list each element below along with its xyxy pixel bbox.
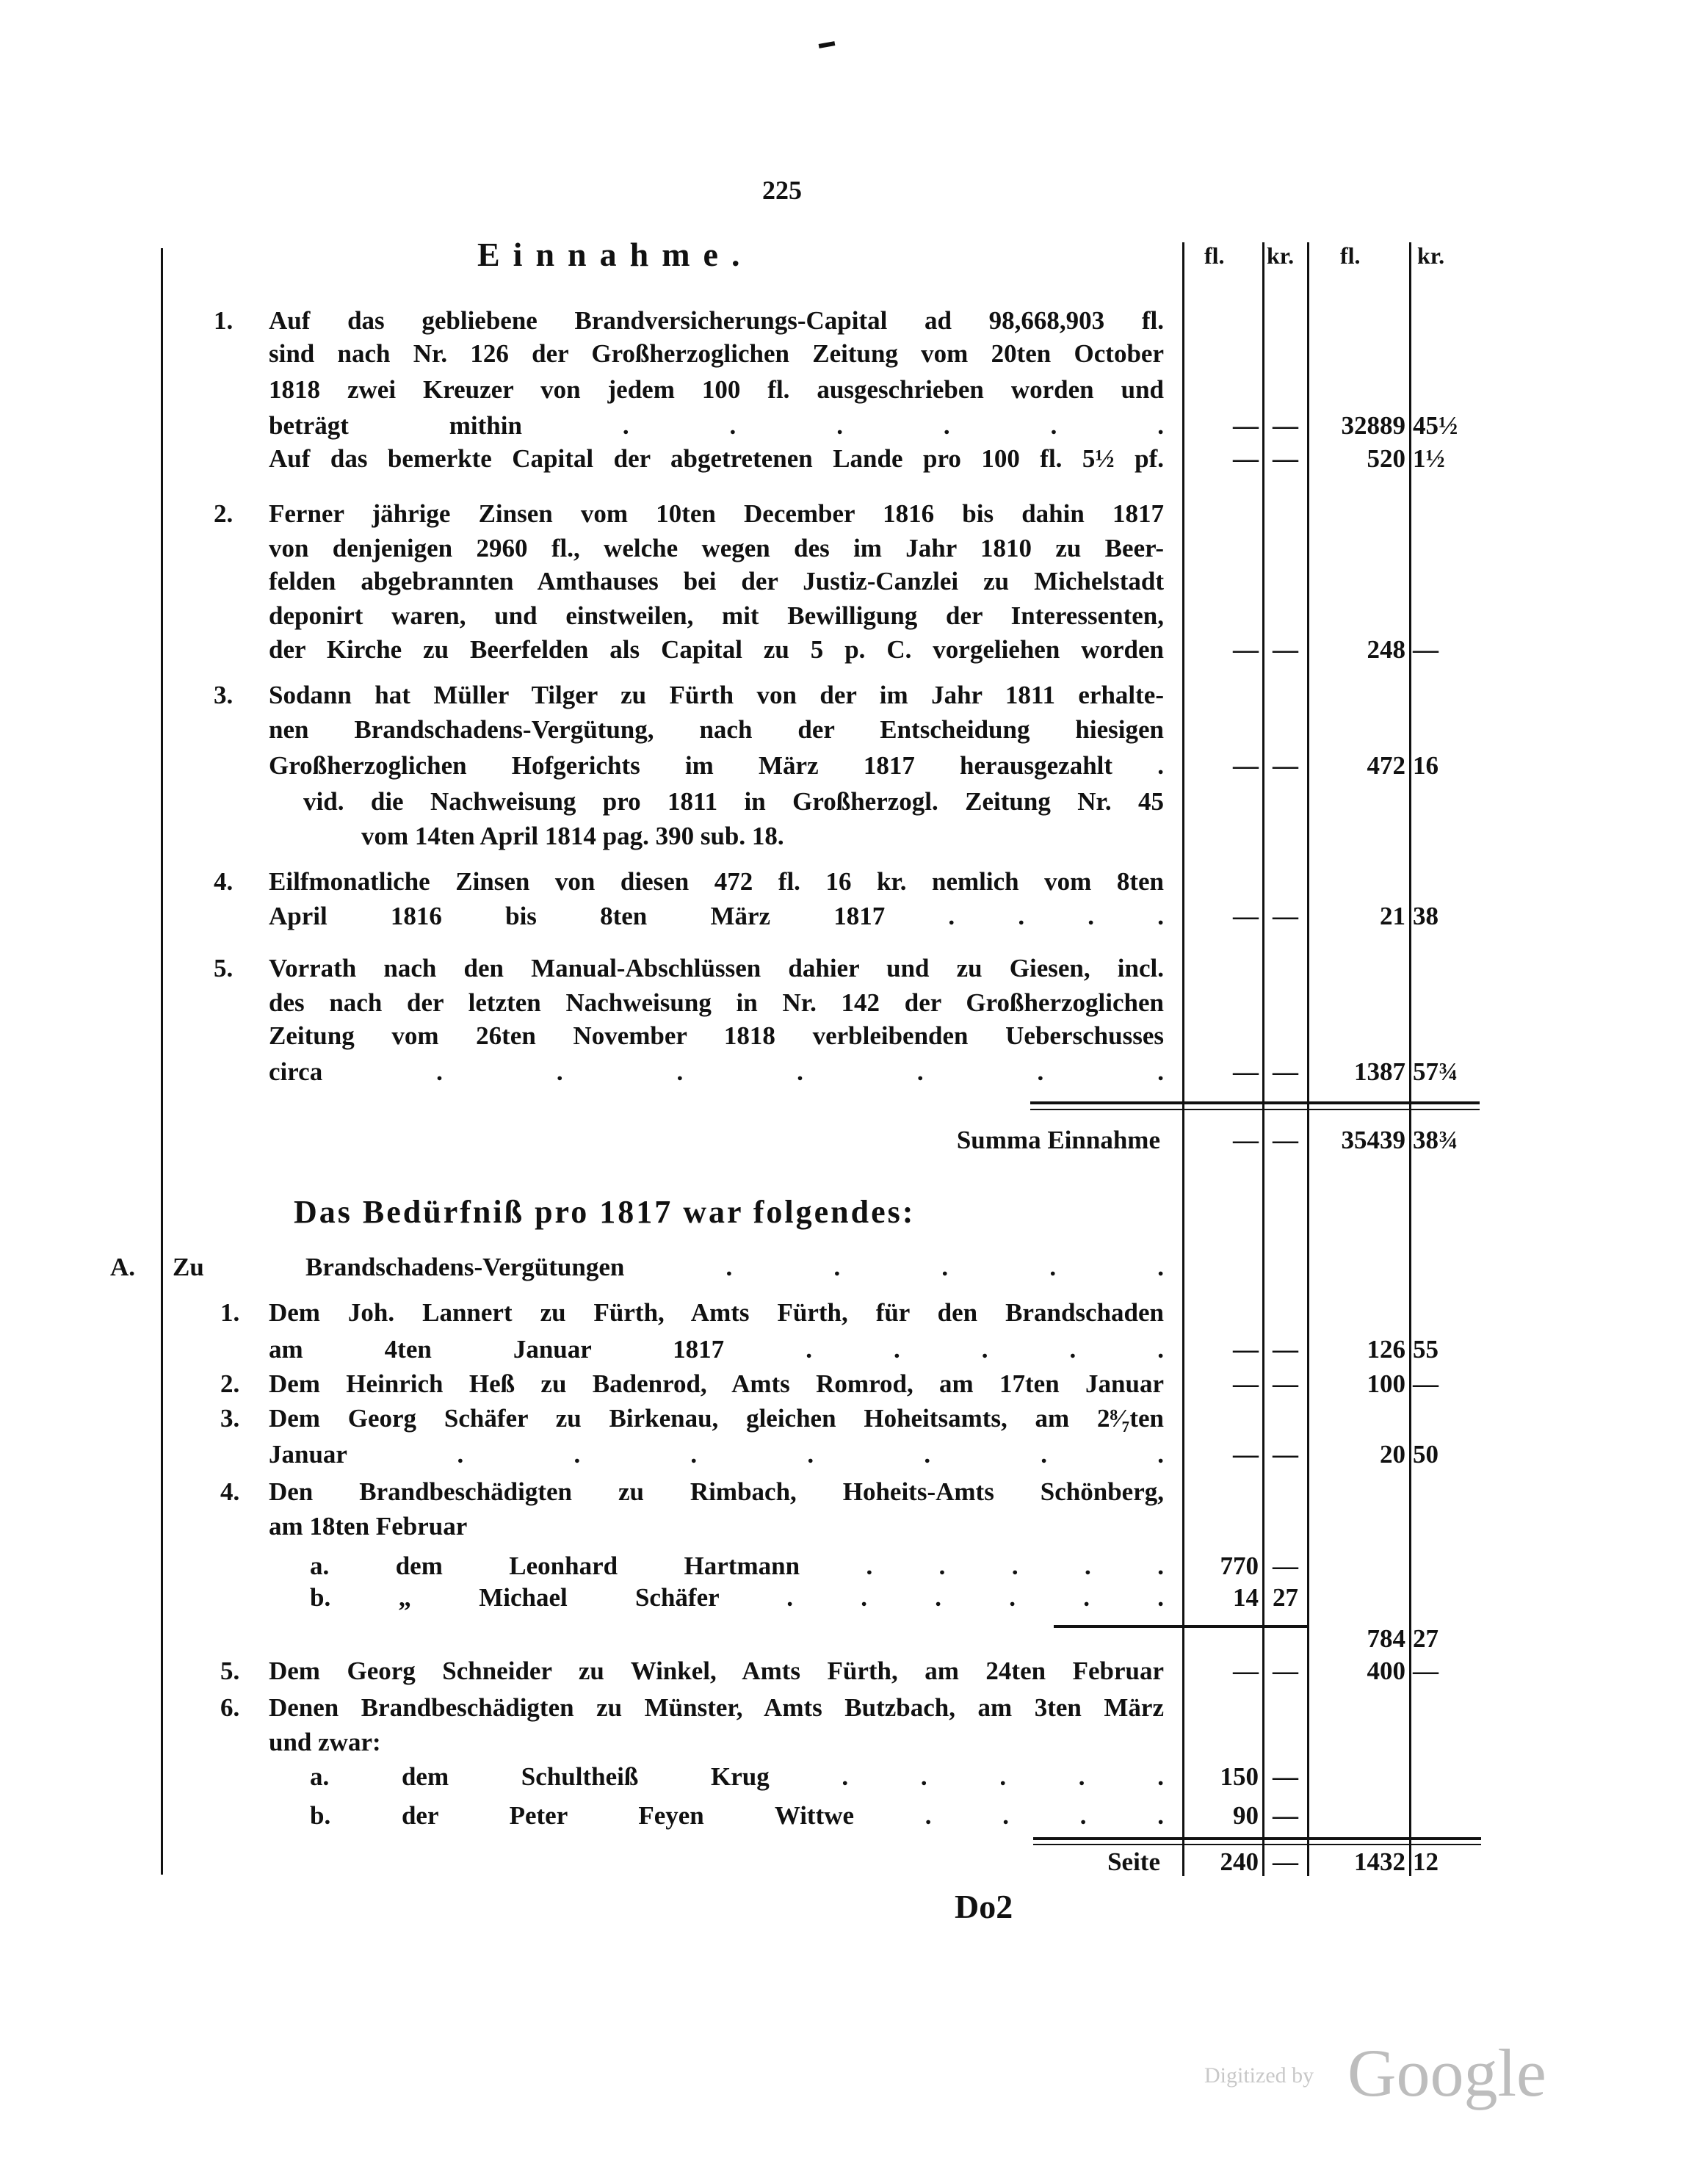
amount-kr-1: — (1273, 1801, 1298, 1830)
beduerfnis-title: Das Bedürfniß pro 1817 war folgendes: (294, 1194, 916, 1230)
amount-kr-1: — (1273, 1369, 1298, 1398)
amount-fl-1: — (1233, 1657, 1259, 1685)
amount-kr-1: — (1273, 1762, 1298, 1791)
item-number: 2. (220, 1369, 240, 1398)
item-text: Dem Joh. Lannert zu Fürth, Amts Fürth, für den Brandschaden (269, 1298, 1164, 1327)
amount-kr-2: 38 (1413, 902, 1439, 930)
amount-fl-1: — (1233, 751, 1259, 780)
item-text: sind nach Nr. 126 der Großherzoglichen Zeitung vom 20ten October (269, 339, 1164, 368)
amount-kr-2: — (1413, 1657, 1439, 1685)
item-text: b. „ Michael Schäfer . . . . . . (310, 1583, 1164, 1612)
amount-fl-2: 126 (1367, 1335, 1405, 1364)
item-text: am 18ten Februar (269, 1512, 468, 1541)
amount-kr-1: — (1273, 635, 1298, 664)
item-text: Dem Georg Schäfer zu Birkenau, gleichen Hoheitsamts, am 2⁸⁄₇ten (269, 1404, 1164, 1433)
amount-kr-2: 45½ (1413, 411, 1458, 440)
amount-fl-1: 240 (1220, 1847, 1259, 1876)
amount-kr-2: 27 (1413, 1624, 1439, 1653)
item-text: Dem Georg Schneider zu Winkel, Amts Fürth, am 24ten Februar (269, 1657, 1164, 1685)
amount-kr-1: — (1273, 1657, 1298, 1685)
column-header-fl-1: fl. (1204, 242, 1225, 269)
amount-fl-2: 32889 (1341, 411, 1405, 440)
subtotal-rule (1054, 1625, 1307, 1628)
item-number: 2. (214, 499, 234, 528)
amount-kr-1: — (1273, 411, 1298, 440)
total-label: Seite (1107, 1847, 1160, 1876)
amount-fl-2: 1432 (1354, 1847, 1405, 1876)
item-text: Zu Brandschadens-Vergütungen . . . . . (173, 1253, 1164, 1281)
column-header-kr-2: kr. (1417, 242, 1445, 269)
item-number: 4. (214, 867, 234, 896)
amount-fl-1: — (1233, 1440, 1259, 1469)
item-text: Vorrath nach den Manual-Abschlüssen dahier und zu Giesen, incl. (269, 954, 1164, 982)
amount-fl-2: 784 (1367, 1624, 1405, 1653)
item-text: a. dem Schultheiß Krug . . . . . (310, 1762, 1164, 1791)
amount-fl-1: 90 (1233, 1801, 1259, 1830)
amount-kr-1: — (1273, 1552, 1298, 1580)
total-label: Summa Einnahme (956, 1126, 1160, 1154)
double-rule (1030, 1101, 1480, 1104)
item-text: vid. die Nachweisung pro 1811 in Großherzogl. Zeitung Nr. 45 (303, 787, 1164, 816)
amount-fl-1: — (1233, 1369, 1259, 1398)
amount-fl-2: 248 (1367, 635, 1405, 664)
amount-kr-2: 12 (1413, 1847, 1439, 1876)
watermark-prefix: Digitized by (1204, 2063, 1314, 2088)
item-text: von denjenigen 2960 fl., welche wegen des im Jahr 1810 zu Beer- (269, 534, 1164, 562)
item-text: 1818 zwei Kreuzer von jedem 100 fl. ausgeschrieben worden und (269, 375, 1164, 404)
amount-fl-2: 100 (1367, 1369, 1405, 1398)
item-number: A. (110, 1253, 136, 1281)
page-number: 225 (762, 175, 802, 205)
amount-kr-2: 50 (1413, 1440, 1439, 1469)
item-text: Ferner jährige Zinsen vom 10ten December 1816 bis dahin 1817 (269, 499, 1164, 528)
item-text: Sodann hat Müller Tilger zu Fürth von der im Jahr 1811 erhalte- (269, 681, 1164, 709)
column-divider (1409, 242, 1411, 1876)
amount-fl-1: — (1233, 902, 1259, 930)
item-number: 4. (220, 1477, 240, 1506)
item-text: a. dem Leonhard Hartmann . . . . . (310, 1552, 1164, 1580)
item-number: 1. (214, 306, 234, 335)
amount-kr-1: — (1273, 1847, 1298, 1876)
amount-kr-2: 16 (1413, 751, 1439, 780)
amount-fl-1: 150 (1220, 1762, 1259, 1791)
item-text: Auf das bemerkte Capital der abgetretenen Lande pro 100 fl. 5½ pf. (269, 444, 1164, 473)
double-rule (1030, 1109, 1480, 1110)
ink-mark (819, 41, 836, 48)
amount-fl-1: 14 (1233, 1583, 1259, 1612)
amount-kr-1: — (1273, 1440, 1298, 1469)
amount-kr-1: — (1273, 1057, 1298, 1086)
item-text: Auf das gebliebene Brandversicherungs-Capital ad 98,668,903 fl. (269, 306, 1164, 335)
item-text: der Kirche zu Beerfelden als Capital zu 5 p. C. vorgeliehen worden (269, 635, 1164, 664)
amount-fl-2: 472 (1367, 751, 1405, 780)
item-number: 6. (220, 1693, 240, 1722)
item-text: April 1816 bis 8ten März 1817 . . . . (269, 902, 1164, 930)
item-text: felden abgebrannten Amthauses bei der Justiz-Canzlei zu Michelstadt (269, 567, 1164, 596)
amount-kr-1: — (1273, 902, 1298, 930)
item-number: 3. (220, 1404, 240, 1433)
amount-kr-2: 57¾ (1413, 1057, 1458, 1086)
amount-fl-2: 21 (1380, 902, 1405, 930)
item-text: Januar . . . . . . . (269, 1440, 1164, 1469)
signature-mark: Do2 (955, 1888, 1013, 1925)
amount-fl-1: — (1233, 411, 1259, 440)
amount-fl-2: 520 (1367, 444, 1405, 473)
column-header-fl-2: fl. (1340, 242, 1361, 269)
amount-kr-2: 38¾ (1413, 1126, 1458, 1154)
item-text: circa . . . . . . . (269, 1057, 1164, 1086)
item-text: und zwar: (269, 1728, 381, 1756)
item-text: Dem Heinrich Heß zu Badenrod, Amts Romrod, am 17ten Januar (269, 1369, 1164, 1398)
item-number: 5. (220, 1657, 240, 1685)
item-text: vom 14ten April 1814 pag. 390 sub. 18. (361, 822, 784, 850)
item-text: Zeitung vom 26ten November 1818 verbleibenden Ueberschusses (269, 1021, 1164, 1050)
amount-fl-1: — (1233, 1335, 1259, 1364)
amount-kr-1: — (1273, 1126, 1298, 1154)
item-text: b. der Peter Feyen Wittwe . . . . (310, 1801, 1164, 1830)
amount-fl-2: 400 (1367, 1657, 1405, 1685)
amount-kr-2: 55 (1413, 1335, 1439, 1364)
item-text: deponirt waren, und einstweilen, mit Bewilligung der Interessenten, (269, 601, 1164, 630)
item-number: 1. (220, 1298, 240, 1327)
amount-fl-1: — (1233, 1057, 1259, 1086)
item-number: 5. (214, 954, 234, 982)
amount-fl-2: 1387 (1354, 1057, 1405, 1086)
item-text: des nach der letzten Nachweisung in Nr. 142 der Großherzoglichen (269, 988, 1164, 1017)
google-watermark-logo: Google (1347, 2035, 1546, 2110)
item-text: Denen Brandbeschädigten zu Münster, Amts Butzbach, am 3ten März (269, 1693, 1164, 1722)
amount-kr-1: — (1273, 1335, 1298, 1364)
item-number: 3. (214, 681, 234, 709)
double-rule (1033, 1837, 1481, 1840)
amount-kr-1: — (1273, 751, 1298, 780)
amount-kr-2: — (1413, 1369, 1439, 1398)
item-text: nen Brandschadens-Vergütung, nach der Entscheidung hiesigen (269, 715, 1164, 744)
amount-fl-1: 770 (1220, 1552, 1259, 1580)
einnahme-title: Einnahme. (477, 236, 753, 273)
amount-fl-2: 35439 (1341, 1126, 1405, 1154)
item-text: Den Brandbeschädigten zu Rimbach, Hoheits-Amts Schönberg, (269, 1477, 1164, 1506)
item-text: Eilfmonatliche Zinsen von diesen 472 fl. 16 kr. nemlich vom 8ten (269, 867, 1164, 896)
item-text: Großherzoglichen Hofgerichts im März 1817 herausgezahlt . (269, 751, 1164, 780)
amount-fl-2: 20 (1380, 1440, 1405, 1469)
amount-kr-1: — (1273, 444, 1298, 473)
amount-kr-2: 1½ (1413, 444, 1445, 473)
item-text: beträgt mithin . . . . . . (269, 411, 1164, 440)
amount-fl-1: — (1233, 635, 1259, 664)
amount-fl-1: — (1233, 444, 1259, 473)
left-border-line (161, 248, 163, 1875)
column-header-kr-1: kr. (1267, 242, 1295, 269)
amount-fl-1: — (1233, 1126, 1259, 1154)
item-text: am 4ten Januar 1817 . . . . . (269, 1335, 1164, 1364)
amount-kr-2: — (1413, 635, 1439, 664)
amount-kr-1: 27 (1273, 1583, 1298, 1612)
